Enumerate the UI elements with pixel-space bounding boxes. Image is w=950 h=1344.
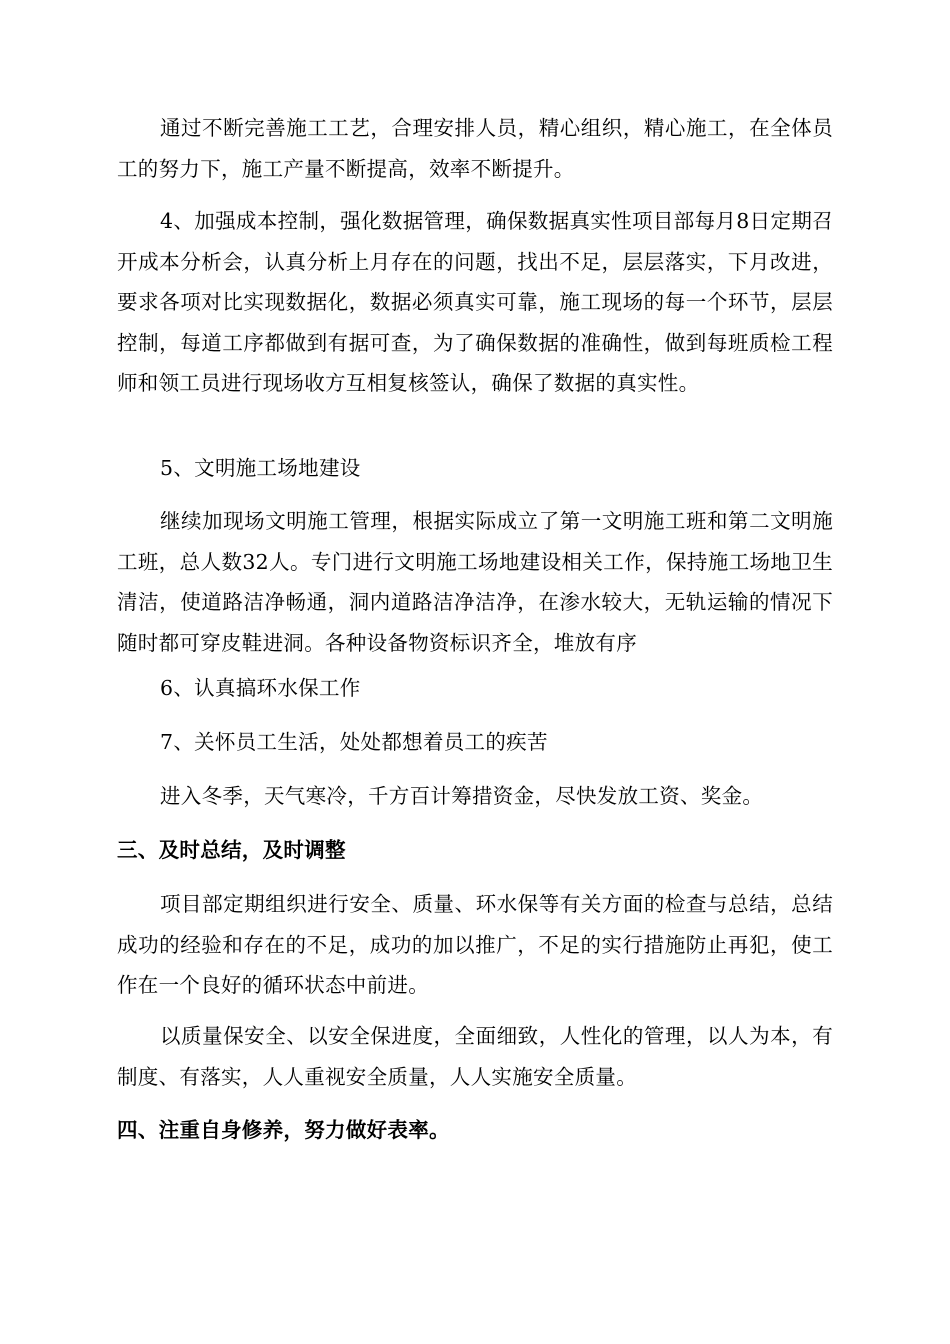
paragraph-employee-care: 7、关怀员工生活，处处都想着员工的疾苦 (160, 730, 548, 754)
paragraph-civilized-management: 继续加现场文明施工管理，根据实际成立了第一文明施工班和第二文明施工班，总人数32人。专门进行文明施工场地建设相关工作，保持施工场地卫生清洁，使道路洁净畅通，洞内道路洁净洁净，在渗水较大，无轨运输的情况下随时都可穿皮鞋进洞。各种设备物资标识齐全，堆放有序 (117, 509, 833, 655)
paragraph-cost-control: 4、加强成本控制，强化数据管理，确保数据真实性项目部每月8日定期召开成本分析会，认真分析上月存在的问题，找出不足，层层落实，下月改进，要求各项对比实现数据化，数据必须真实可靠，施工现场的每一个环节，层层控制，每道工序都做到有据可查，为了确保数据的准确性，做到每班质检工程师和领工员进行现场收方互相复核签认，确保了数据的真实性。 (117, 209, 833, 395)
paragraph-regular-summary: 项目部定期组织进行安全、质量、环水保等有关方面的检查与总结，总结成功的经验和存在的不足，成功的加以推广，不足的实行措施防止再犯，使工作在一个良好的循环状态中前进。 (117, 892, 833, 997)
section-heading-four: 四、注重自身修养，努力做好表率。 (117, 1118, 450, 1142)
paragraph-winter-wages: 进入冬季，天气寒冷，千方百计筹措资金，尽快发放工资、奖金。 (160, 784, 764, 808)
paragraph-civilized-site: 5、文明施工场地建设 (160, 456, 361, 480)
paragraph-environmental-protection: 6、认真搞环水保工作 (160, 676, 361, 700)
section-heading-three: 三、及时总结，及时调整 (117, 838, 346, 862)
paragraph-construction-efficiency: 通过不断完善施工工艺，合理安排人员，精心组织，精心施工，在全体员工的努力下，施工产量不断提高，效率不断提升。 (117, 116, 833, 181)
paragraph-quality-safety: 以质量保安全、以安全保进度，全面细致，人性化的管理，以人为本，有制度、有落实，人人重视安全质量，人人实施安全质量。 (117, 1024, 833, 1089)
